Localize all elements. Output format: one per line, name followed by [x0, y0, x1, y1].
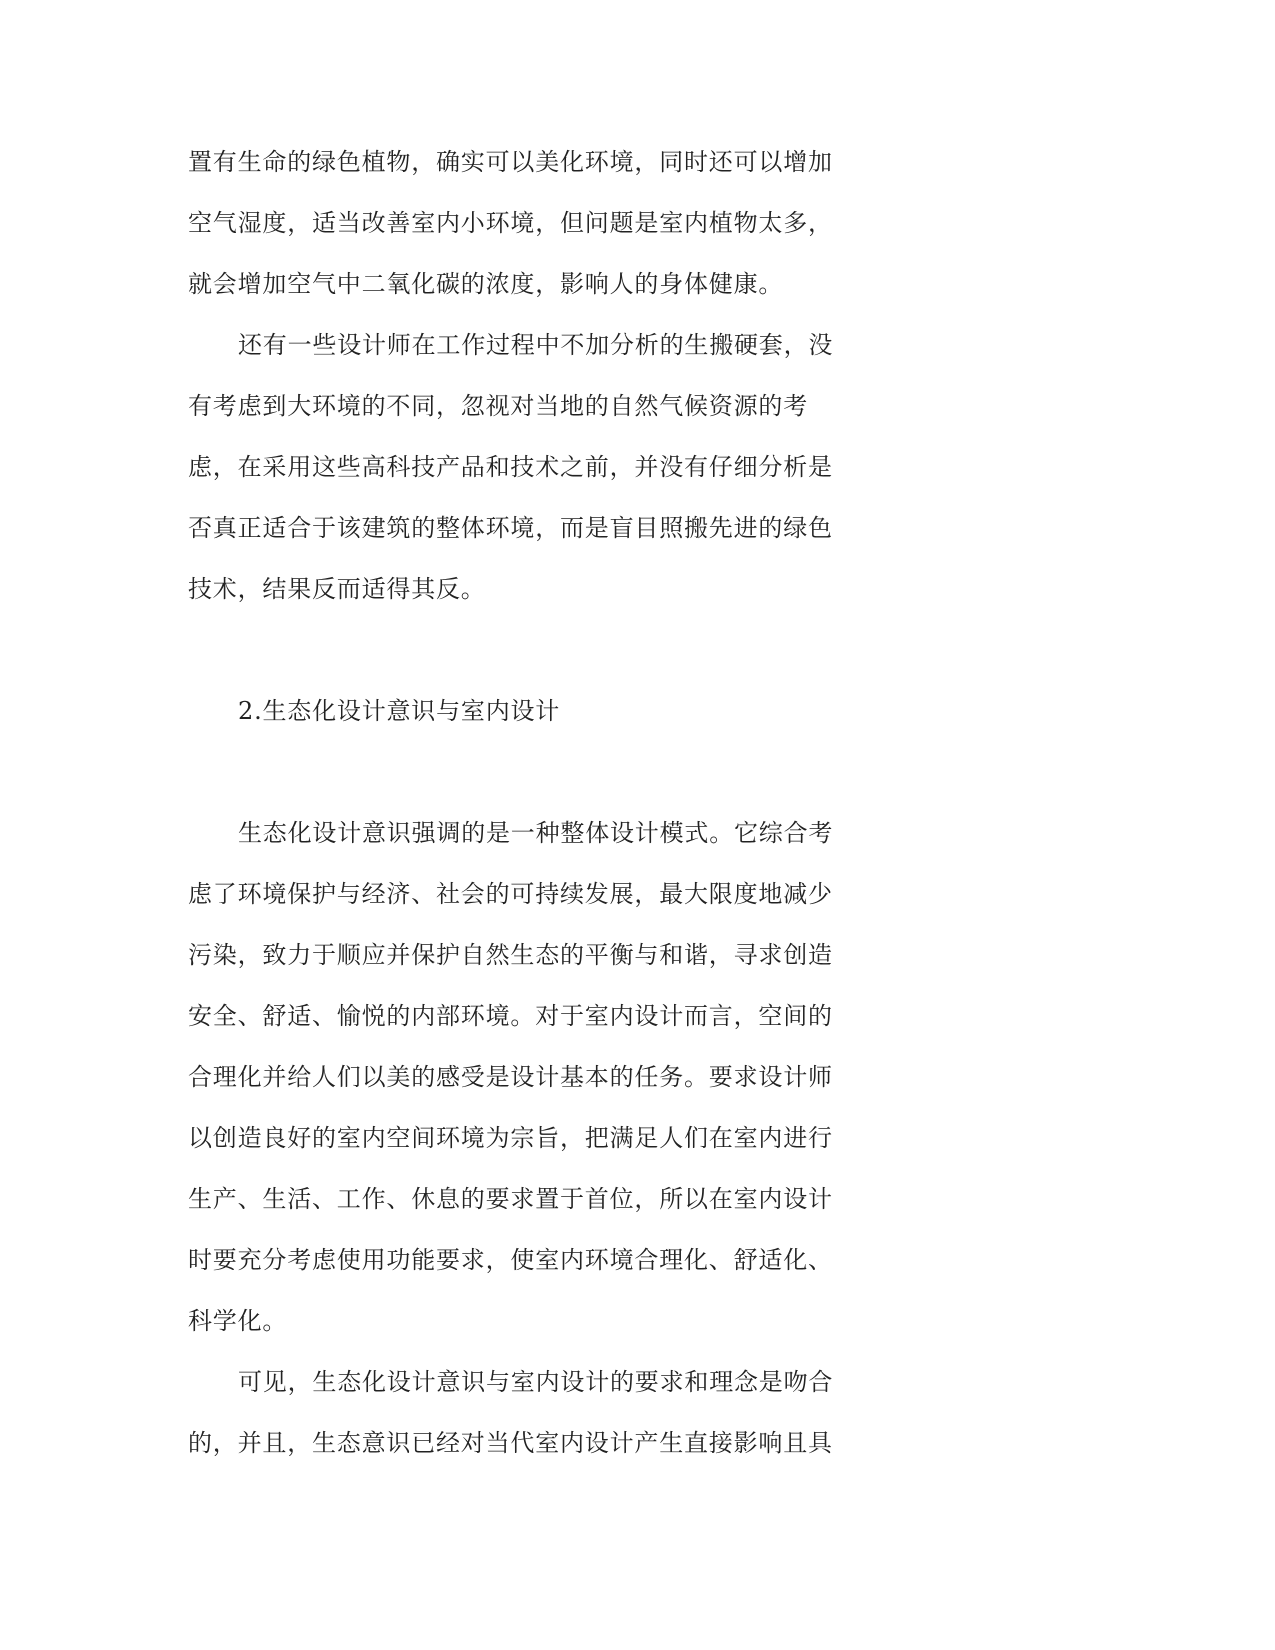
text-line: 空气湿度，适当改善室内小环境，但问题是室内植物太多，	[188, 209, 833, 237]
text-line: 虑，在采用这些高科技产品和技术之前，并没有仔细分析是	[188, 453, 833, 481]
paragraph-eco-design	[188, 803, 838, 1352]
text-line: 以创造良好的室内空间环境为宗旨，把满足人们在室内进行	[188, 1124, 833, 1152]
text-line: 科学化。	[188, 1307, 288, 1335]
text-line: 安全、舒适、愉悦的内部环境。对于室内设计而言，空间的	[188, 1002, 833, 1030]
text-line: 还有一些设计师在工作过程中不加分析的生搬硬套，没	[238, 331, 834, 359]
text-line: 污染，致力于顺应并保护自然生态的平衡与和谐，寻求创造	[188, 941, 833, 969]
text-line: 的，并且，生态意识已经对当代室内设计产生直接影响且具	[188, 1429, 833, 1457]
text-line: 置有生命的绿色植物，确实可以美化环境，同时还可以增加	[188, 148, 833, 176]
spacer	[188, 742, 838, 803]
text-line: 否真正适合于该建筑的整体环境，而是盲目照搬先进的绿色	[188, 514, 833, 542]
text-line: 虑了环境保护与经济、社会的可持续发展，最大限度地减少	[188, 880, 833, 908]
section-heading: 2.生态化设计意识与室内设计	[238, 697, 561, 725]
text-line: 时要充分考虑使用功能要求，使室内环境合理化、舒适化、	[188, 1246, 833, 1274]
page-body	[188, 132, 838, 1474]
paragraph-conclusion	[188, 1352, 838, 1474]
text-line: 技术，结果反而适得其反。	[188, 575, 486, 603]
text-line: 有考虑到大环境的不同，忽视对当地的自然气候资源的考	[188, 392, 808, 420]
paragraph-continuation	[188, 132, 838, 315]
text-line: 合理化并给人们以美的感受是设计基本的任务。要求设计师	[188, 1063, 833, 1091]
text-line: 就会增加空气中二氧化碳的浓度，影响人的身体健康。	[188, 270, 784, 298]
text-line: 可见，生态化设计意识与室内设计的要求和理念是吻合	[238, 1368, 834, 1396]
text-line: 生产、生活、工作、休息的要求置于首位，所以在室内设计	[188, 1185, 833, 1213]
text-line: 生态化设计意识强调的是一种整体设计模式。它综合考	[238, 819, 834, 847]
spacer	[188, 620, 838, 681]
paragraph-designers	[188, 315, 838, 620]
